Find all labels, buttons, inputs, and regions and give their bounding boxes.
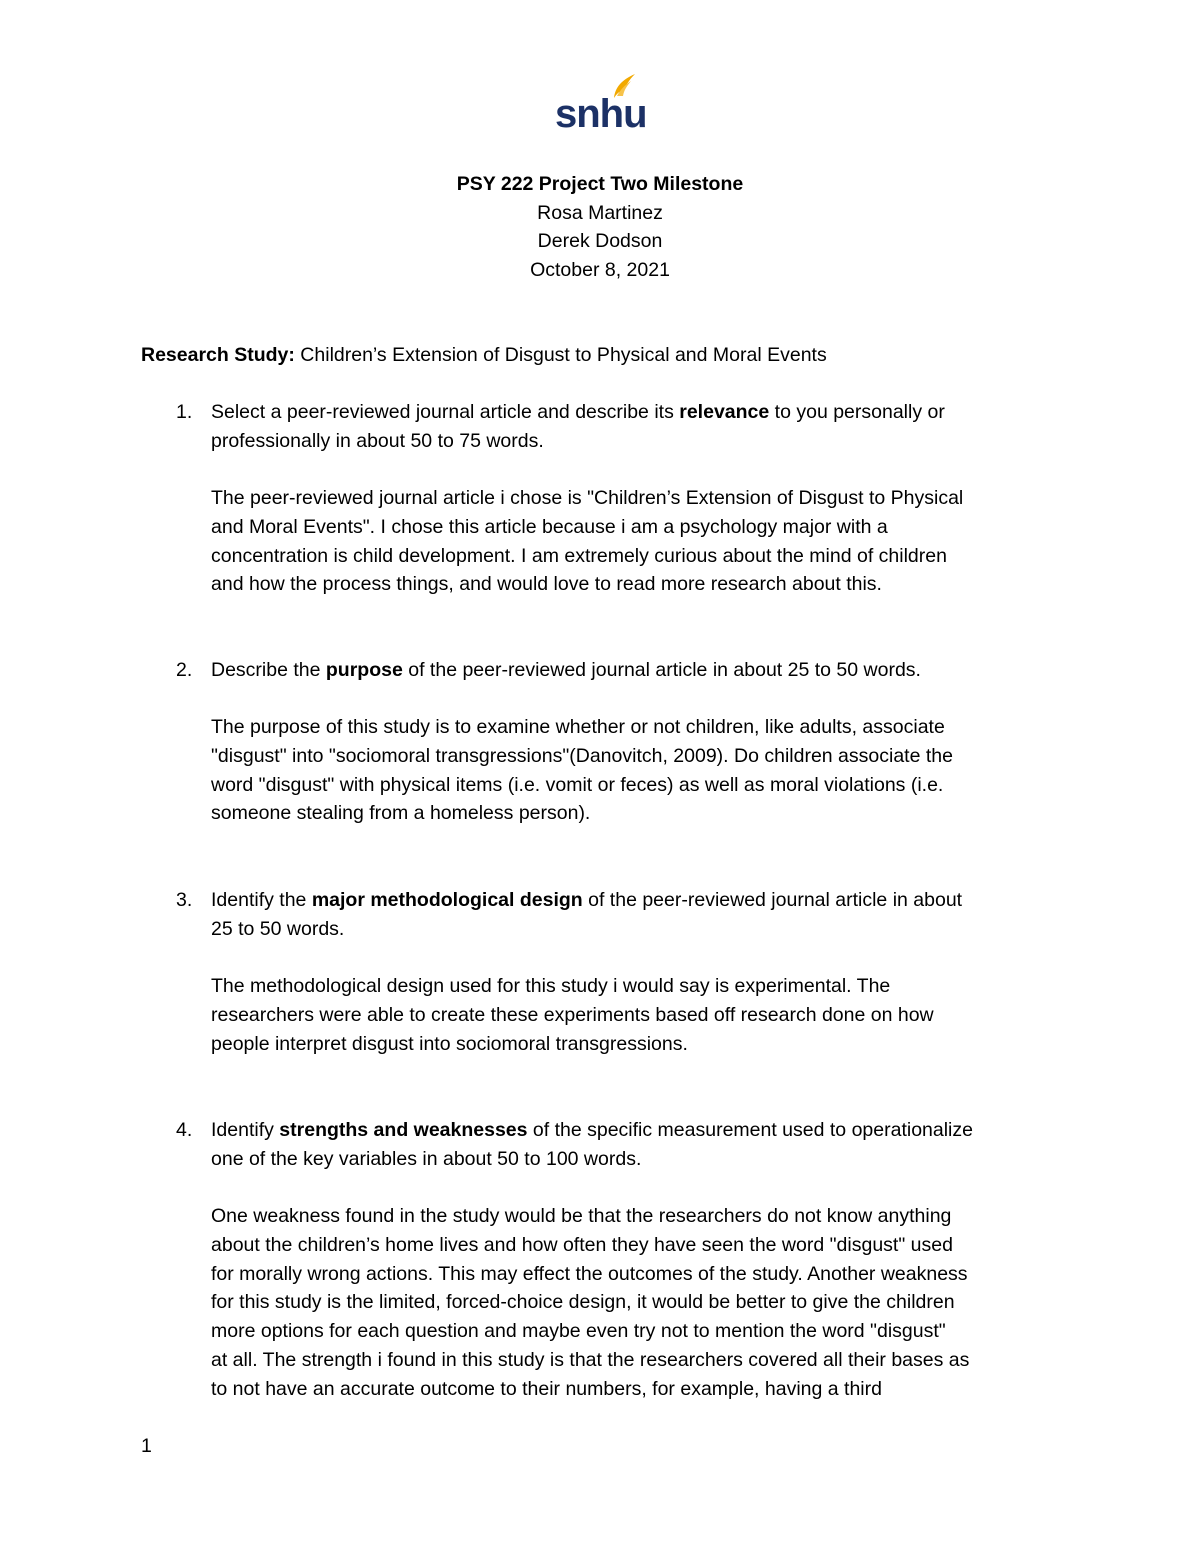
answer-line: and Moral Events". I chose this article because i am a psychology major with a bbox=[211, 515, 888, 538]
answer-line: concentration is child development. I am extremely curious about the mind of children bbox=[211, 544, 947, 567]
answer-line: The peer-reviewed journal article i chose is "Children’s Extension of Disgust to Physical bbox=[211, 487, 964, 509]
question-line: professionally in about 50 to 75 words. bbox=[211, 429, 544, 452]
logo-wordmark: snhu bbox=[555, 92, 647, 136]
document-header bbox=[0, 170, 1200, 284]
question-number: 3. bbox=[176, 889, 193, 911]
instructor-name: Derek Dodson bbox=[537, 230, 663, 252]
document-title: PSY 222 Project Two Milestone bbox=[456, 173, 744, 195]
question-line: one of the key variables in about 50 to 100 words. bbox=[211, 1147, 642, 1170]
question-line: Select a peer-reviewed journal article and describe its relevance to you personally or bbox=[211, 401, 945, 423]
question-text bbox=[211, 886, 1061, 944]
answer-line: about the children’s home lives and how often they have seen the word "disgust" used bbox=[211, 1233, 953, 1256]
answer-line: word "disgust" with physical items (i.e. vomit or feces) as well as moral violations (i.e. bbox=[211, 773, 944, 796]
answer-text bbox=[211, 972, 1071, 1058]
answer-line: for this study is the limited, forced-choice design, it would be better to give the children bbox=[211, 1291, 955, 1314]
research-study-label: Research Study: bbox=[141, 344, 295, 366]
document-date: October 8, 2021 bbox=[530, 258, 670, 281]
question-line: Describe the purpose of the peer-reviewed journal article in about 25 to 50 words. bbox=[211, 659, 921, 681]
answer-line: for morally wrong actions. This may effect the outcomes of the study. Another weakness bbox=[211, 1262, 968, 1285]
question-text bbox=[211, 398, 1061, 456]
research-study-title: Children’s Extension of Disgust to Physical and Moral Events bbox=[294, 344, 827, 366]
answer-line: more options for each question and maybe even try not to mention the word "disgust" bbox=[211, 1320, 946, 1343]
answer-line: The methodological design used for this study i would say is experimental. The bbox=[211, 975, 891, 997]
question-line: 25 to 50 words. bbox=[211, 917, 345, 940]
answer-line: people interpret disgust into sociomoral transgressions. bbox=[211, 1032, 688, 1055]
answer-text bbox=[211, 713, 1071, 828]
answer-line: and how the process things, and would love to read more research about this. bbox=[211, 573, 882, 596]
answer-line: researchers were able to create these experiments based off research done on how bbox=[211, 1003, 934, 1026]
question-text bbox=[211, 1116, 1061, 1174]
research-study-line bbox=[141, 341, 827, 370]
answer-line: The purpose of this study is to examine whether or not children, like adults, associate bbox=[211, 716, 945, 738]
answer-line: to not have an accurate outcome to their numbers, for example, having a third bbox=[211, 1377, 882, 1400]
author-name: Rosa Martinez bbox=[537, 201, 663, 224]
question-number: 4. bbox=[176, 1119, 193, 1141]
question-number: 1. bbox=[176, 401, 193, 423]
question-number: 2. bbox=[176, 659, 193, 681]
answer-text bbox=[211, 1202, 1071, 1404]
question-line: Identify the major methodological design of the peer-reviewed journal article in about bbox=[211, 889, 963, 911]
page-number: 1 bbox=[141, 1435, 152, 1457]
question-line: Identify strengths and weaknesses of the specific measurement used to operationalize bbox=[211, 1119, 973, 1141]
answer-line: One weakness found in the study would be that the researchers do not know anything bbox=[211, 1205, 952, 1227]
flame-icon bbox=[611, 72, 637, 100]
question-text bbox=[211, 656, 1061, 685]
answer-line: someone stealing from a homeless person). bbox=[211, 802, 591, 825]
snhu-logo bbox=[555, 72, 647, 136]
answer-line: "disgust" into "sociomoral transgressions"(Danovitch, 2009). Do children associate the bbox=[211, 744, 953, 767]
answer-line: at all. The strength i found in this study is that the researchers covered all their bases as bbox=[211, 1348, 970, 1371]
answer-text bbox=[211, 484, 1071, 599]
